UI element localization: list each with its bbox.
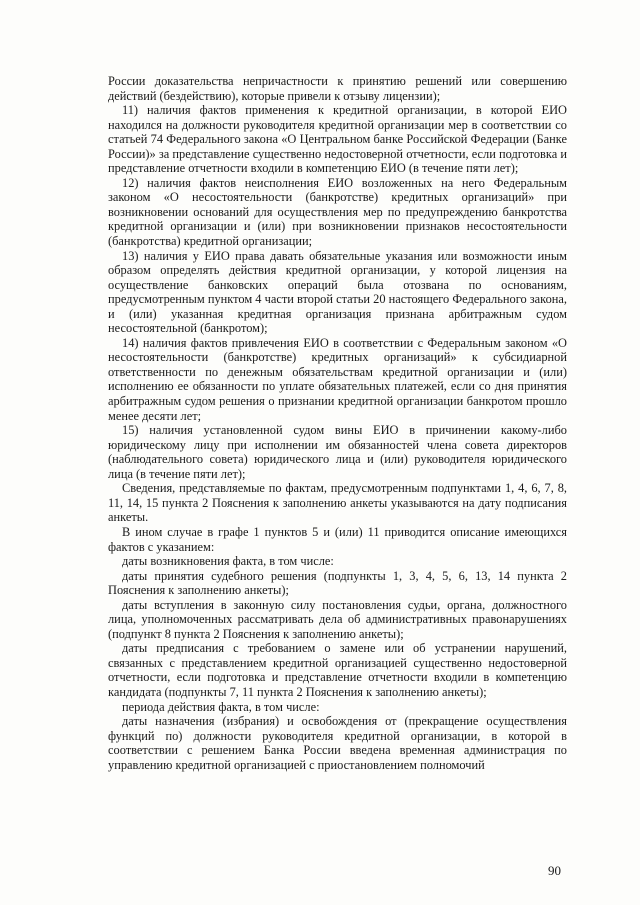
paragraph-entry-into-force-date: даты вступления в законную силу постановления судьи, органа, должностного лица, уполномоченных рассматривать дела об административных правонарушениях (подпункт 8 пункта 2 Пояснения к заполнению анкеты); (108, 597, 567, 641)
paragraph-info-date: Сведения, представляемые по фактам, предусмотренным подпунктами 1, 4, 6, 7, 8, 11, 14, 15 пункта 2 Пояснения к заполнению анкеты указываются на дату подписания анкеты. (108, 481, 567, 525)
paragraph-appointment-dates: даты назначения (избрания) и освобождения от (прекращение осуществления функций по) должности руководителя кредитной организации, в которой в соответствии с решением Банка России введена временная администрация по управлению кредитной организацией с приостановлением полномочий (108, 714, 567, 772)
paragraph-item-12: 12) наличия фактов неисполнения ЕИО возложенных на него Федеральным законом «О несостоятельности (банкротстве) кредитных организаций» при возникновении оснований для осуществления мер по предупреждению банкротства кредитной организации и (или) при возникновении признаков несостоятельности (банкротства) кредитной организации; (108, 175, 567, 249)
paragraph-item-11: 11) наличия фактов применения к кредитной организации, в которой ЕИО находился на должности руководителя кредитной организации мер в соответствии со статьей 74 Федерального закона «О Центральном банке Российской Федерации (Банке России)» за представление существенно недостоверной отчетности, если подготовка и представление отчетности входили в компетенцию ЕИО (в течение пяти лет); (108, 103, 567, 176)
paragraph-other-case: В ином случае в графе 1 пунктов 5 и (или) 11 приводится описание имеющихся фактов с указанием: (108, 524, 567, 554)
paragraph-prescription-date: даты предписания с требованием о замене или об устранении нарушений, связанных с представлением кредитной организацией существенно недостоверной отчетности, если подготовка и представление отчетности входили в компетенцию кандидата (подпункты 7, 11 пункта 2 Пояснения к заполнению анкеты); (108, 641, 567, 699)
paragraph-item-14: 14) наличия фактов привлечения ЕИО в соответствии с Федеральным законом «О несостоятельности (банкротстве) кредитных организаций» к субсидиарной ответственности по денежным обязательствам кредитной организации и (или) исполнению ее обязанности по уплате обязательных платежей, если со дня принятия арбитражным судом решения о признании кредитной организации банкротом прошло менее десяти лет; (108, 335, 567, 423)
page-number: 90 (548, 863, 561, 878)
paragraph-continuation: России доказательства непричастности к принятию решений или совершению действий (бездействию), которые привели к отзыву лицензии); (108, 74, 567, 103)
paragraph-fact-date: даты возникновения факта, в том числе: (122, 554, 334, 569)
page-body-text (108, 74, 567, 772)
paragraph-fact-period: периода действия факта, в том числе: (122, 699, 320, 714)
paragraph-item-13: 13) наличия у ЕИО права давать обязательные указания или возможности иным образом определять действия кредитной организации, у которой лицензия на осуществление банковских операций была отозвана по основаниям, предусмотренным пунктом 4 части второй статьи 20 настоящего Федерального закона, и (или) указанная кредитная организация признана арбитражным судом несостоятельной (банкротом); (108, 248, 567, 336)
paragraph-item-15: 15) наличия установленной судом вины ЕИО в причинении какому-либо юридическому лицу при исполнении им обязанностей члена совета директоров (наблюдательного совета) юридического лица и (или) руководителя юридического лица (в течение пяти лет); (108, 423, 567, 481)
paragraph-court-decision-date: даты принятия судебного решения (подпункты 1, 3, 4, 5, 6, 13, 14 пункта 2 Пояснения к заполнению анкеты); (108, 568, 567, 598)
